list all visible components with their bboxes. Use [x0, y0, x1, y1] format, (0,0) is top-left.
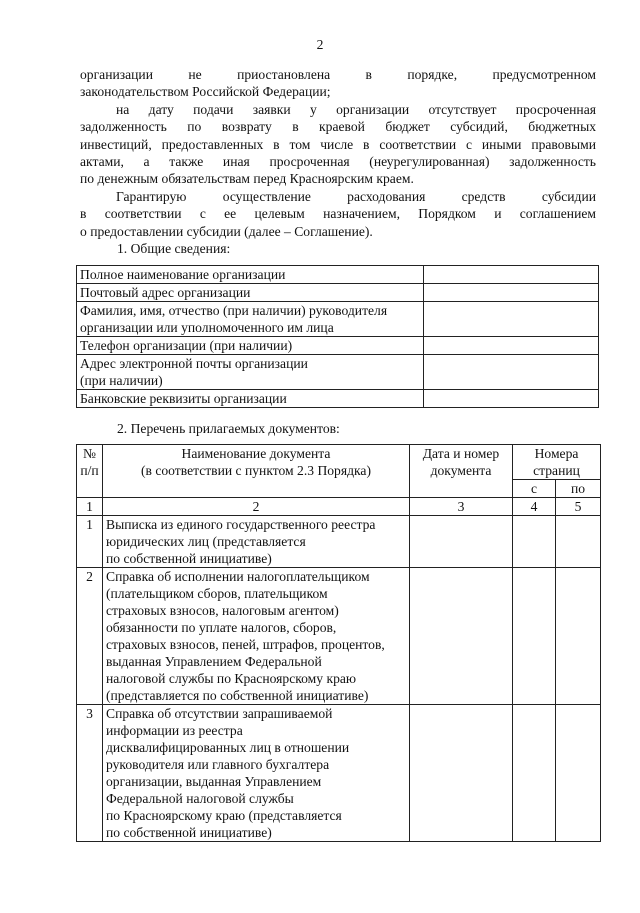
header-pages-from: с: [513, 480, 556, 498]
header-line: Дата и номер: [422, 446, 500, 461]
document-name-line: по собственной инициативе): [106, 825, 272, 840]
paragraph-line: актами, а также иная просроченная (неурегулированная) задолженность: [80, 154, 596, 170]
paragraph-line: законодательством Российской Федерации;: [80, 84, 331, 100]
body-text: [80, 66, 596, 240]
table-row: [77, 284, 599, 302]
document-name-line: обязанности по уплате налогов, сборов,: [106, 620, 337, 635]
document-name-line: выданная Управлением Федеральной: [106, 654, 322, 669]
column-number: 5: [556, 498, 601, 516]
header-line: п/п: [80, 463, 99, 478]
paragraph-line: инвестиций, предоставленных в том числе в соответствии с иными правовыми: [80, 136, 596, 152]
paragraph-line: Гарантирую осуществление расходования средств субсидии: [116, 188, 596, 204]
pages-to-cell[interactable]: [556, 568, 601, 705]
table-row: [77, 266, 599, 284]
pages-to-cell[interactable]: [556, 516, 601, 568]
document-name-line: Выписка из единого государственного реестра: [106, 517, 376, 532]
documents-table: [76, 444, 601, 842]
pages-from-cell[interactable]: [513, 516, 556, 568]
field-label-line: Адрес электронной почты организации: [80, 356, 308, 371]
row-number: 1: [77, 516, 103, 568]
document-name: [103, 516, 410, 568]
field-value-cell[interactable]: [424, 284, 599, 302]
field-label: Полное наименование организации: [77, 266, 424, 284]
paragraph-line: о предоставлении субсидии (далее – Соглашение).: [80, 223, 373, 239]
page-number: 2: [316, 37, 324, 52]
header-line: №: [83, 446, 96, 461]
header-pages-to: по: [556, 480, 601, 498]
document-name-line: Справка об исполнении налогоплательщиком: [106, 569, 370, 584]
document-date-cell[interactable]: [410, 705, 513, 842]
field-value-cell[interactable]: [424, 266, 599, 284]
paragraph-line: по денежным обязательствам перед Красноярским краем.: [80, 171, 414, 187]
section-title-general-info: 1. Общие сведения:: [117, 241, 231, 256]
header-pages: [513, 445, 601, 480]
document-name: [103, 568, 410, 705]
column-numbers-row: [77, 498, 601, 516]
document-name-line: (представляется по собственной инициативе): [106, 688, 369, 703]
pages-to-cell[interactable]: [556, 705, 601, 842]
field-value-cell[interactable]: [424, 355, 599, 390]
paragraph-line: на дату подачи заявки у организации отсутствует просроченная: [116, 101, 596, 117]
table-row: [77, 516, 601, 568]
table-row: [77, 355, 599, 390]
paragraph-line: в соответствии с ее целевым назначением, Порядком и соглашением: [80, 206, 596, 222]
document-name-line: (плательщиком сборов, плательщиком: [106, 586, 328, 601]
section-title-documents: 2. Перечень прилагаемых документов:: [117, 421, 340, 436]
pages-from-cell[interactable]: [513, 705, 556, 842]
header-date: [410, 445, 513, 498]
table-row: [77, 337, 599, 355]
document-name-line: страховых взносов, налоговым агентом): [106, 603, 339, 618]
document-name-line: организации, выданная Управлением: [106, 774, 322, 789]
field-label-line: (при наличии): [80, 373, 163, 388]
document-date-cell[interactable]: [410, 516, 513, 568]
table-row: [77, 568, 601, 705]
header-line: страниц: [533, 463, 580, 478]
field-value-cell[interactable]: [424, 337, 599, 355]
table-row: [77, 302, 599, 337]
general-info-table: [76, 265, 599, 408]
field-label-line: организации или уполномоченного им лица: [80, 320, 334, 335]
field-label-line: Фамилия, имя, отчество (при наличии) руководителя: [80, 303, 388, 318]
table-row: [77, 390, 599, 408]
document-name-line: страховых взносов, пеней, штрафов, процентов,: [106, 637, 385, 652]
document-name: [103, 705, 410, 842]
document-name-line: руководителя или главного бухгалтера: [106, 757, 330, 772]
document-name-line: информации из реестра: [106, 723, 243, 738]
field-value-cell[interactable]: [424, 390, 599, 408]
header-line: (в соответствии с пунктом 2.3 Порядка): [141, 463, 371, 478]
pages-from-cell[interactable]: [513, 568, 556, 705]
field-label: Почтовый адрес организации: [77, 284, 424, 302]
header-row: [77, 445, 601, 480]
header-line: Номера: [534, 446, 579, 461]
table-row: [77, 705, 601, 842]
field-label: [77, 355, 424, 390]
header-line: документа: [430, 463, 492, 478]
document-name-line: Федеральной налоговой службы: [106, 791, 294, 806]
header-name: [103, 445, 410, 498]
row-number: 2: [77, 568, 103, 705]
header-line: Наименование документа: [181, 446, 331, 461]
column-number: 2: [103, 498, 410, 516]
column-number: 1: [77, 498, 103, 516]
document-name-line: налоговой службы по Красноярскому краю: [106, 671, 357, 686]
document-name-line: юридических лиц (представляется: [106, 534, 306, 549]
paragraph-line: организации не приостановлена в порядке, предусмотренном: [80, 67, 596, 82]
header-num: [77, 445, 103, 498]
column-number: 4: [513, 498, 556, 516]
document-name-line: дисквалифицированных лиц в отношении: [106, 740, 350, 755]
document-date-cell[interactable]: [410, 568, 513, 705]
field-label: Банковские реквизиты организации: [77, 390, 424, 408]
field-label: [77, 302, 424, 337]
document-name-line: по собственной инициативе): [106, 551, 272, 566]
row-number: 3: [77, 705, 103, 842]
field-label: Телефон организации (при наличии): [77, 337, 424, 355]
paragraph-line: задолженность по возврату в краевой бюджет субсидий, бюджетных: [80, 119, 596, 135]
field-value-cell[interactable]: [424, 302, 599, 337]
document-name-line: Справка об отсутствии запрашиваемой: [106, 706, 333, 721]
document-name-line: по Красноярскому краю (представляется: [106, 808, 342, 823]
column-number: 3: [410, 498, 513, 516]
